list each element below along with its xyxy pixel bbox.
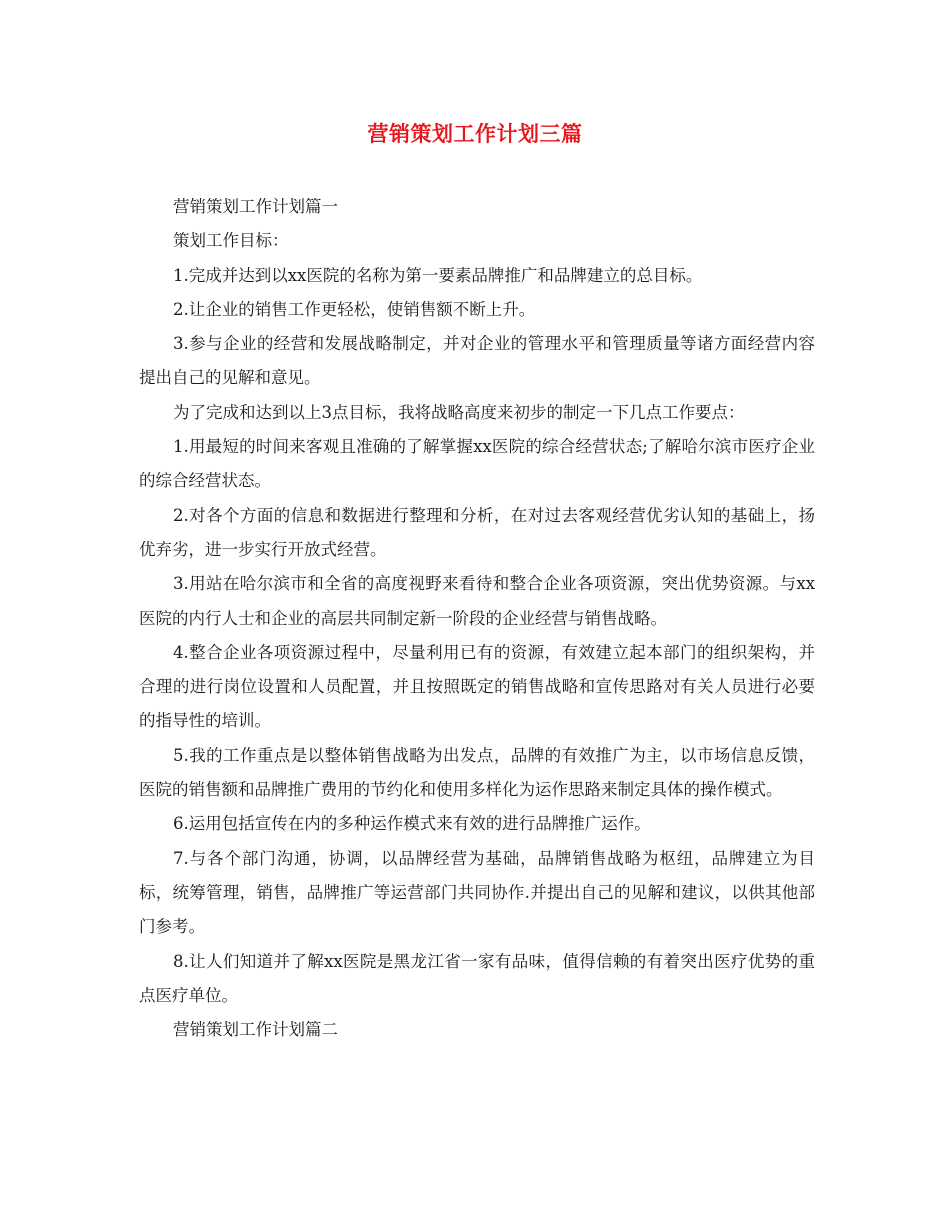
paragraph: 4.整合企业各项资源过程中，尽量利用已有的资源，有效建立起本部门的组织架构，并合理的进行岗位设置和人员配置，并且按照既定的销售战略和宣传思路对有关人员进行必要的指导性的培训。	[139, 642, 815, 731]
paragraph: 策划工作目标：	[173, 231, 289, 251]
paragraph: 5.我的工作重点是以整体销售战略为出发点，品牌的有效推广为主，以市场信息反馈，医院的销售额和品牌推广费用的节约化和使用多样化为运作思路来制定具体的操作模式。	[139, 745, 815, 800]
section-heading-2: 营销策划工作计划篇二	[173, 1020, 338, 1040]
paragraph: 1.完成并达到以xx医院的名称为第一要素品牌推广和品牌建立的总目标。	[173, 265, 703, 285]
paragraph: 6.运用包括宣传在内的多种运作模式来有效的进行品牌推广运作。	[173, 814, 651, 834]
paragraph: 7.与各个部门沟通，协调，以品牌经营为基础，品牌销售战略为枢纽，品牌建立为目标，统筹管理，销售，品牌推广等运营部门共同协作.并提出自己的见解和建议，以供其他部门参考。	[139, 848, 815, 937]
document-body	[139, 190, 815, 1047]
paragraph: 3.参与企业的经营和发展战略制定，并对企业的管理水平和管理质量等诸方面经营内容提出自己的见解和意见。	[139, 334, 815, 388]
paragraph: 2.对各个方面的信息和数据进行整理和分析，在对过去客观经营优劣认知的基础上，扬优弃劣，进一步实行开放式经营。	[139, 505, 815, 559]
paragraph: 为了完成和达到以上3点目标，我将战略高度来初步的制定一下几点工作要点：	[173, 402, 745, 422]
section-heading-1: 营销策划工作计划篇一	[173, 197, 338, 216]
paragraph: 2.让企业的销售工作更轻松，使销售额不断上升。	[173, 299, 536, 319]
paragraph: 1.用最短的时间来客观且准确的了解掌握xx医院的综合经营状态;了解哈尔滨市医疗企业的综合经营状态。	[139, 437, 815, 491]
document-title: 营销策划工作计划三篇	[367, 121, 583, 146]
paragraph: 8.让人们知道并了解xx医院是黑龙江省一家有品味，值得信赖的有着突出医疗优势的重点医疗单位。	[139, 951, 815, 1005]
paragraph: 3.用站在哈尔滨市和全省的高度视野来看待和整合企业各项资源，突出优势资源。与xx医院的内行人士和企业的高层共同制定新一阶段的企业经营与销售战略。	[139, 574, 815, 628]
